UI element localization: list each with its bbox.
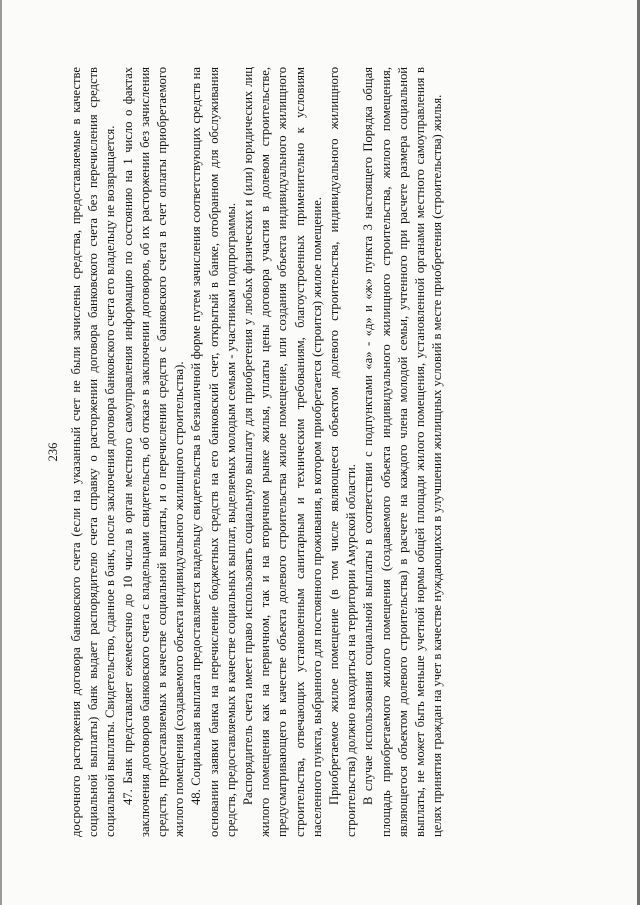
paragraph-continuation: досрочного расторжения договора банковского счета (если на указанный счет не были зачислены средства, предоставляемые в качестве социальной выплаты) банк выдает распорядителю счета справку о расторжении договора банковского счета без перечисления средств социальной выплаты. Свидетельство, сданное в банк, после заключения договора банковского счета его владельцу не возвращается. xyxy=(69,67,118,837)
document-body xyxy=(68,67,446,837)
paragraph-account-holder-rights: Распорядитель счета имеет право использовать социальную выплату для приобретения у любых физических и (или) юридических лиц жилого помещения как на первичном, так и на вторичном рынке жилья, уплаты цены договора участия в долевом строительстве, предусматривающего в качестве объекта долевого строительства жилое помещение, или создания объекта индивидуального жилищного строительства, отвечающих установленным санитарным и техническим требованиям, благоустроенных применительно к условиям населенного пункта, выбранного для постоянного проживания, в котором приобретается (строится) жилое помещение. xyxy=(241,67,324,837)
paragraph-location-requirement: Приобретаемое жилое помещение (в том числе являющееся объектом долевого строительства, индивидуального жилищного строительства) должно находиться на территории Амурской области. xyxy=(327,67,359,837)
paragraph-48: 48. Социальная выплата предоставляется владельцу свидетельства в безналичной форме путем зачисления соответствующих средств на основании заявки банка на перечисление бюджетных средств на его банковский счет, открытый в банке, отобранном для обслуживания средств, предоставляемых в качестве социальных выплат, выделяемых молодым семьям - участникам подпрограммы. xyxy=(189,67,238,837)
scan-edge-left xyxy=(0,0,2,905)
page-number: 236 xyxy=(46,442,60,462)
paragraph-area-requirement: В случае использования социальной выплаты в соответствии с подпунктами «а» - «д» и «ж» пункта 3 настоящего Порядка общая площадь приобретаемого жилого помещения (создаваемого объекта индивидуального жилищного строительства, жилого помещения, являющегося объектом долевого строительства) в расчете на каждого члена молодой семьи, учтенного при расчете размера социальной выплаты, не может быть меньше учетной нормы общей площади жилого помещения, установленной органами местного самоуправления в целях принятия граждан на учет в качестве нуждающихся в улучшении жилищных условий в месте приобретения (строительства) жилья. xyxy=(361,67,445,837)
paragraph-47: 47. Банк представляет ежемесячно до 10 числа в орган местного самоуправления информацию по состоянию на 1 число о фактах заключения договоров банковского счета с владельцами свидетельств, об отказе в заключении договоров, об их расторжении без зачисления средств, предоставляемых в качестве социальной выплаты, и о перечислении средств с банковского счета в счет оплаты приобретаемого жилого помещения (создаваемого объекта индивидуального жилищного строительства). xyxy=(120,67,187,837)
rotated-document-content xyxy=(40,67,600,837)
